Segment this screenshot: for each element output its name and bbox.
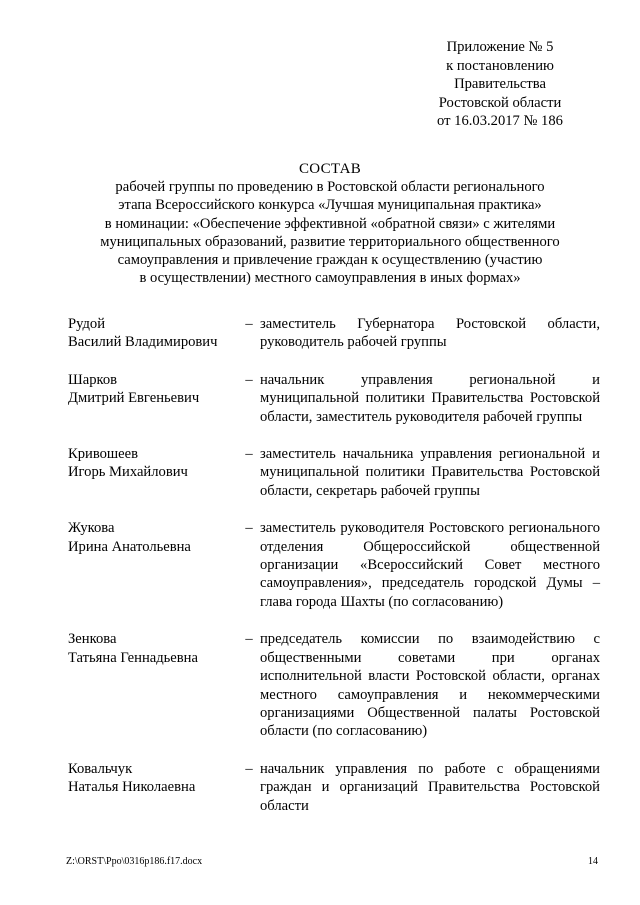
member-surname: Шарков [68,371,118,388]
member-entry [68,760,600,815]
footer-file-path: Z:\ORST\Ppo\0316p186.f17.docx [66,856,203,867]
member-role: заместитель начальника управления региональной и муниципальной политики Правительства Ростовской области, секретарь рабочей группы [260,446,600,499]
member-dash: – [245,631,253,648]
document-heading [60,160,600,287]
appendix-line: Приложение № 5 [446,39,554,55]
appendix-line: к постановлению [446,57,554,74]
heading-title: СОСТАВ [298,161,362,177]
member-role: заместитель Губернатора Ростовской области, руководитель рабочей группы [260,316,600,351]
member-name [68,760,238,815]
heading-line: в номинации: «Обеспечение эффективной «обратной связи» с жителями [104,215,556,232]
member-dash: – [245,760,253,777]
appendix-header [380,38,620,131]
member-surname: Зенкова [68,631,117,648]
member-entry [68,315,600,352]
heading-line: муниципальных образований, развитие территориального общественного [100,233,560,250]
appendix-line: Правительства [454,76,546,93]
member-name [68,630,238,740]
member-role: председатель комиссии по взаимодействию с общественными советами при органах исполнительной власти Ростовской области, органах местного самоуправления и некоммерческими организациями Общественной палаты Ростовской области (по согласованию) [260,631,600,740]
footer-page-number: 14 [588,856,598,867]
member-entry [68,445,600,500]
member-dash: – [245,446,253,463]
member-name [68,445,238,500]
member-name [68,371,238,426]
member-surname: Ковальчук [68,760,133,777]
appendix-line: от 16.03.2017 № 186 [437,113,563,130]
member-given-name: Ирина Анатольевна [68,538,191,555]
heading-line: этапа Всероссийского конкурса «Лучшая муниципальная практика» [118,197,542,214]
member-surname: Кривошеев [68,446,139,463]
member-surname: Жукова [68,520,115,537]
member-role: заместитель руководителя Ростовского регионального отделения Общероссийской общественной организации «Всероссийский Совет местного самоуправления», председатель городской Думы – глава города Шахты (по согласованию) [260,520,600,610]
member-name [68,315,238,352]
member-role: начальник управления региональной и муниципальной политики Правительства Ростовской области, заместитель руководителя рабочей группы [260,371,600,425]
member-entry [68,371,600,426]
member-entry [68,519,600,611]
member-given-name: Татьяна Геннадьевна [68,649,198,666]
member-name [68,519,238,611]
members-list [68,315,600,815]
member-role: начальник управления по работе с обращениями граждан и организаций Правительства Ростовской области [260,760,600,814]
member-given-name: Наталья Николаевна [68,779,196,796]
member-given-name: Дмитрий Евгеньевич [68,390,200,407]
member-given-name: Василий Владимирович [68,334,218,351]
member-surname: Рудой [68,316,106,332]
appendix-line: Ростовской области [438,94,562,111]
member-entry [68,630,600,740]
heading-line: рабочей группы по проведению в Ростовской области регионального [115,179,545,196]
heading-line: самоуправления и привлечение граждан к осуществлению (участию [117,252,543,269]
member-dash: – [245,316,253,332]
member-dash: – [245,520,253,537]
member-dash: – [245,371,253,388]
member-given-name: Игорь Михайлович [68,464,188,481]
heading-line: в осуществлении) местного самоуправления в иных формах» [139,270,521,287]
